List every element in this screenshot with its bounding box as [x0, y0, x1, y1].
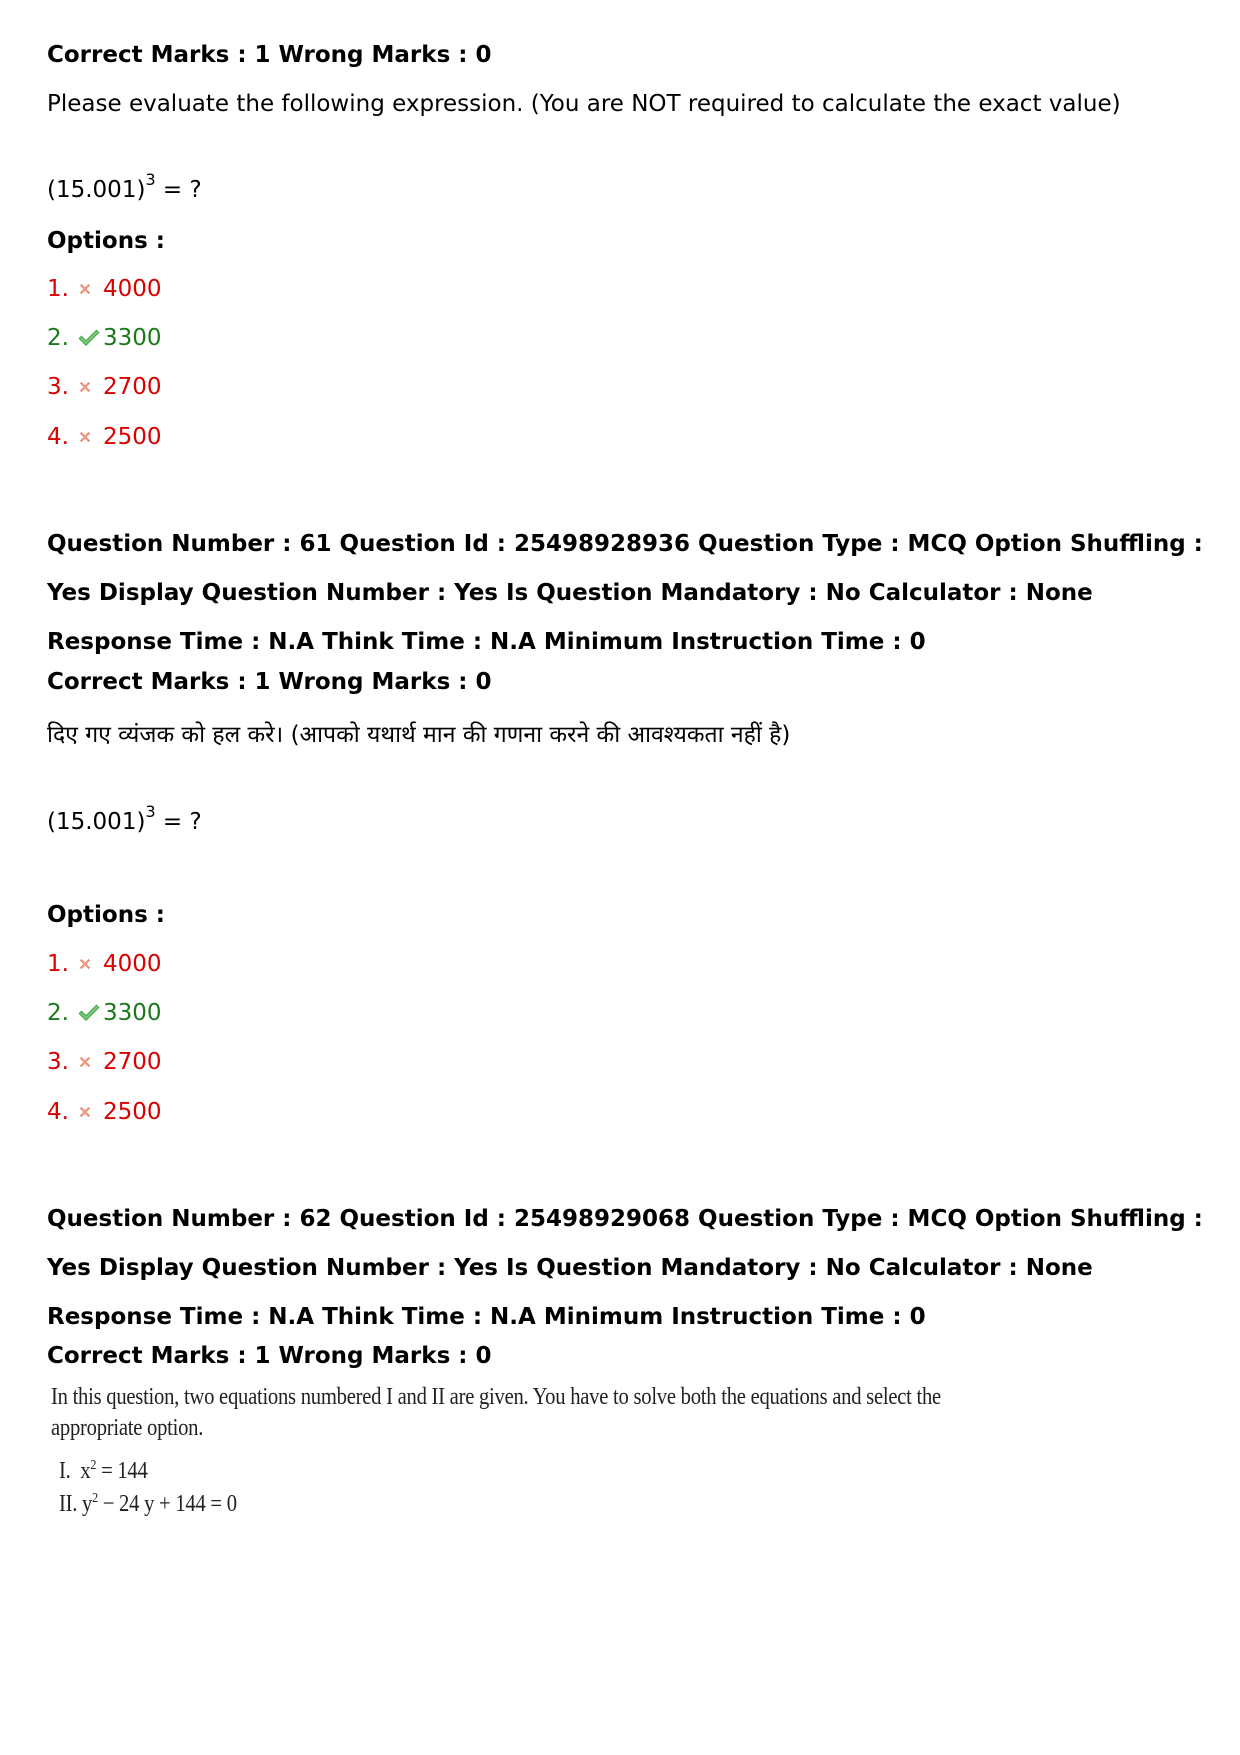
- q60-question-text: Please evaluate the following expression. (You are NOT required to calculate the exact value): [47, 91, 1121, 117]
- option-number: 2.: [47, 325, 69, 351]
- wrong-cross-icon: [77, 281, 103, 297]
- option-number: 3.: [47, 1049, 69, 1075]
- q61-option-2: [47, 1000, 162, 1026]
- option-value: 2500: [103, 424, 162, 450]
- option-number: 1.: [47, 276, 69, 302]
- wrong-cross-icon: [77, 429, 103, 445]
- q60-option-2: [47, 325, 162, 351]
- q62-question-line-2: appropriate option.: [51, 1415, 204, 1441]
- option-number: 3.: [47, 374, 69, 400]
- wrong-cross-icon: [77, 1054, 103, 1070]
- q61-option-1: [47, 951, 162, 977]
- q62-equation-1: [59, 1458, 148, 1485]
- q60-marks: Correct Marks : 1 Wrong Marks : 0: [47, 42, 492, 68]
- eq1-label: I.: [59, 1458, 71, 1484]
- q62-question-line-1: In this question, two equations numbered I and II are given. You have to solve both the equations and select the: [51, 1384, 941, 1410]
- q60-option-4: [47, 424, 162, 450]
- option-value: 2700: [103, 374, 162, 400]
- q61-expression: [47, 802, 202, 835]
- q61-expr-exponent: 3: [145, 802, 156, 822]
- option-number: 4.: [47, 1099, 69, 1125]
- q60-expr-exponent: 3: [145, 170, 156, 190]
- q60-expr-base: (15.001): [47, 177, 146, 203]
- q60-option-1: [47, 276, 162, 302]
- q62-marks: Correct Marks : 1 Wrong Marks : 0: [47, 1343, 492, 1369]
- q60-options-label: Options :: [47, 228, 165, 254]
- option-value: 4000: [103, 276, 162, 302]
- option-value: 3300: [103, 1000, 162, 1026]
- eq2-label: II.: [59, 1491, 78, 1517]
- eq2-tail: − 24 y + 144 = 0: [97, 1491, 237, 1517]
- q61-meta: Question Number : 61 Question Id : 25498928936 Question Type : MCQ Option Shuffling : Yes Display Question Number : Yes Is Question Mandatory : No Calculator : None Response Time : N.A Think Time : N.A Minimum Instruction Time : 0: [47, 531, 1203, 655]
- option-number: 2.: [47, 1000, 69, 1026]
- wrong-cross-icon: [77, 379, 103, 395]
- q61-option-4: [47, 1099, 162, 1125]
- q61-option-3: [47, 1049, 162, 1075]
- correct-check-icon: [77, 1003, 103, 1023]
- q60-option-3: [47, 374, 162, 400]
- q60-expr-tail: = ?: [155, 177, 202, 203]
- q60-expression: [47, 170, 202, 203]
- q61-expr-base: (15.001): [47, 809, 146, 835]
- eq2-exponent: 2: [92, 1491, 98, 1506]
- eq2-base: y: [82, 1491, 93, 1517]
- option-value: 2500: [103, 1099, 162, 1125]
- eq1-base: x: [80, 1458, 91, 1484]
- option-value: 3300: [103, 325, 162, 351]
- option-number: 4.: [47, 424, 69, 450]
- q62-meta: Question Number : 62 Question Id : 25498929068 Question Type : MCQ Option Shuffling : Yes Display Question Number : Yes Is Question Mandatory : No Calculator : None Response Time : N.A Think Time : N.A Minimum Instruction Time : 0: [47, 1206, 1203, 1330]
- eq1-exponent: 2: [90, 1458, 97, 1473]
- correct-check-icon: [77, 328, 103, 348]
- eq1-tail: = 144: [96, 1458, 148, 1484]
- wrong-cross-icon: [77, 1104, 103, 1120]
- q61-question-text: दिए गए व्यंजक को हल करे। (आपको यथार्थ मान की गणना करने की आवश्यकता नहीं है): [47, 722, 791, 748]
- option-value: 2700: [103, 1049, 162, 1075]
- q61-marks: Correct Marks : 1 Wrong Marks : 0: [47, 669, 492, 695]
- option-number: 1.: [47, 951, 69, 977]
- q62-equation-2: [59, 1491, 237, 1518]
- wrong-cross-icon: [77, 956, 103, 972]
- q61-expr-tail: = ?: [155, 809, 202, 835]
- q61-options-label: Options :: [47, 902, 165, 928]
- option-value: 4000: [103, 951, 162, 977]
